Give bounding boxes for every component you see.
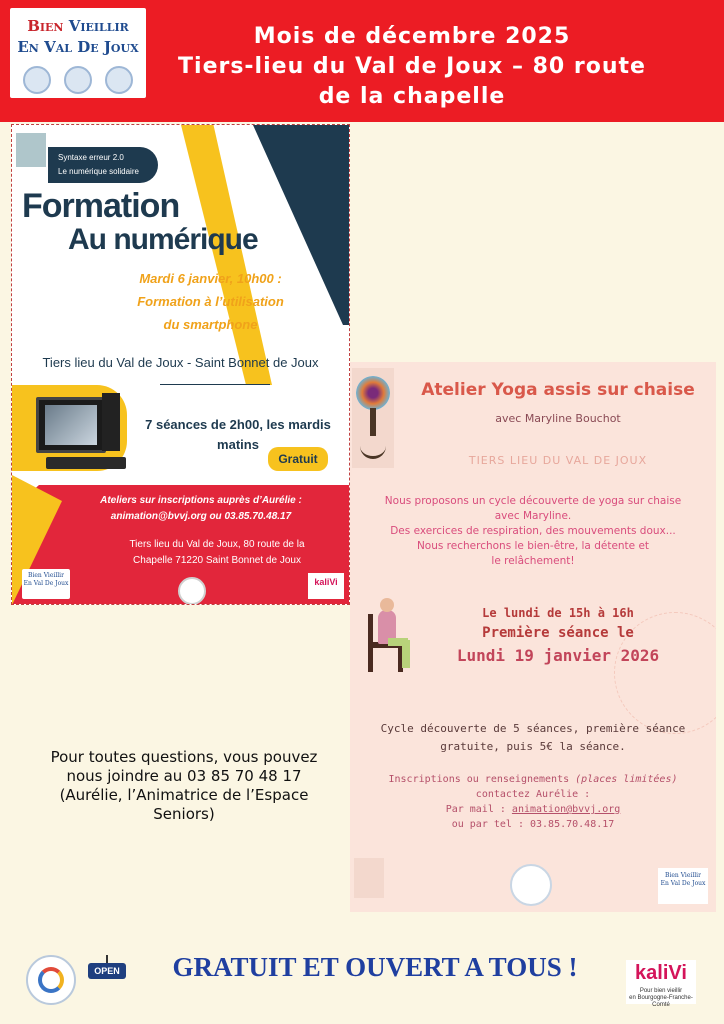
small-logo-line1: Bien Vieillir [665,872,701,879]
contact-line2: nous joindre au 03 85 70 48 17 [66,767,302,785]
circle-logo-icon [510,864,552,906]
page-title [150,22,674,112]
flyer-formation-numerique [11,124,350,605]
desc-line1: Nous proposons un cycle découverte de yoga sur chaise [384,495,682,507]
desc-line5: le relâchement! [491,555,575,567]
kalivi-name: kaliVi [635,962,687,984]
contact-line4: Seniors) [153,805,215,823]
location-text: Tiers lieu du Val de Joux - Saint Bonnet de Joux [42,355,319,370]
address-text [92,537,342,569]
cycle-line1: Cycle découverte de 5 séances, première séance [380,722,686,735]
logo-line1a: Bien [27,17,69,35]
insc-line3a: Par mail : [445,804,512,815]
insc-line4: ou par tel : 03.85.70.48.17 [451,819,615,830]
insc-line1a: Inscriptions ou renseignements [388,774,576,785]
yoga-title: Atelier Yoga assis sur chaise [421,380,695,400]
keyboard-icon [46,457,126,469]
insc-line1b: (places limitées) [575,774,678,785]
flyer-title1: Formation [22,187,180,225]
health-icon [105,66,133,94]
seances-line1: 7 séances de 2h00, les mardis [145,417,331,432]
contact-line1: Pour toutes questions, vous pouvez [50,748,318,766]
address-line1: Tiers lieu du Val de Joux, 80 route de la [129,539,305,550]
kalivi-sub2: en Bourgogne-Franche-Comté [629,995,693,1008]
logo-line1b: Vieillir [68,17,129,35]
bien-vieillir-logo [10,8,146,98]
seances-line2: matins [217,437,259,452]
small-logo-line2: En Val De Joux [23,580,69,587]
bien-vieillir-small-logo [658,868,708,904]
people-icon [23,66,51,94]
computer-tower-icon [102,393,120,451]
espace-seniors-logo [26,955,76,1005]
desc-line4: Nous recherchons le bien-être, la détente et [416,540,650,552]
flyer-title2: Au numérique [68,223,258,256]
open-label: OPEN [88,963,126,979]
inscription-line2: animation@bvvj.org ou 03.85.70.48.17 [110,511,292,522]
title-line3: de la chapelle [318,84,506,109]
contact-line3: (Aurélie, l’Animatrice de l’Espace [59,786,309,804]
syntaxe-logo [16,133,46,167]
badge-line2: Le numérique solidaire [58,167,139,176]
tree-small-icon [354,858,384,898]
yoga-when3: Lundi 19 janvier 2026 [456,646,660,665]
cycle-line2: gratuite, puis 5€ la séance. [440,740,626,753]
inscription-line1: Ateliers sur inscriptions auprès d’Aurélie : [100,495,302,506]
small-logo-line1: Bien Vieillir [28,572,64,579]
tree-illustration [352,368,394,468]
yoga-cycle [350,720,716,756]
free-open-banner: GRATUIT ET OUVERT A TOUS ! [172,952,578,982]
date-line2: Formation à l’utilisation [137,294,284,309]
bien-vieillir-small-logo [22,569,70,599]
kalivi-logo: kaliVi [308,573,344,599]
address-line2: Chapelle 71220 Saint Bonnet de Joux [133,555,301,566]
desc-line3: Des exercices de respiration, des mouvements doux... [390,525,676,537]
date-line1: Mardi 6 janvier, 10h00 : [139,271,282,286]
yoga-when2: Première séance le [482,625,634,641]
divider [160,384,270,385]
kalivi-sub1: Pour bien vieillir [639,988,683,994]
flyer-atelier-yoga [350,362,716,912]
yoga-inscriptions [350,772,716,832]
small-logo-line2: En Val De Joux [660,880,706,887]
yoga-when1: Le lundi de 15h à 16h [482,606,634,620]
badge-line1: Syntaxe erreur 2.0 [58,153,124,162]
email-link[interactable]: animation@bvvj.org [511,804,621,815]
title-line2: Tiers-lieu du Val de Joux – 80 route [178,54,646,79]
circle-logo-icon [178,577,206,605]
insc-line2: contactez Aurélie : [475,789,591,800]
date-line3: du smartphone [163,317,258,332]
tree-crown-icon [356,376,390,410]
title-line1: Mois de décembre 2025 [253,24,571,49]
computer-monitor-icon [36,397,106,453]
gratuit-badge: Gratuit [268,447,328,471]
yoga-subtitle: avec Maryline Bouchot [495,412,621,425]
logo-line2: En Val De Joux [17,38,139,56]
yoga-description [350,494,716,569]
yoga-place: TIERS LIEU DU VAL DE JOUX [468,454,648,467]
kalivi-logo [626,960,696,1008]
home-icon [64,66,92,94]
organizer-badge [48,147,158,183]
desc-line2: avec Maryline. [494,510,572,522]
contact-info [28,748,340,824]
open-sign-icon [88,955,126,981]
